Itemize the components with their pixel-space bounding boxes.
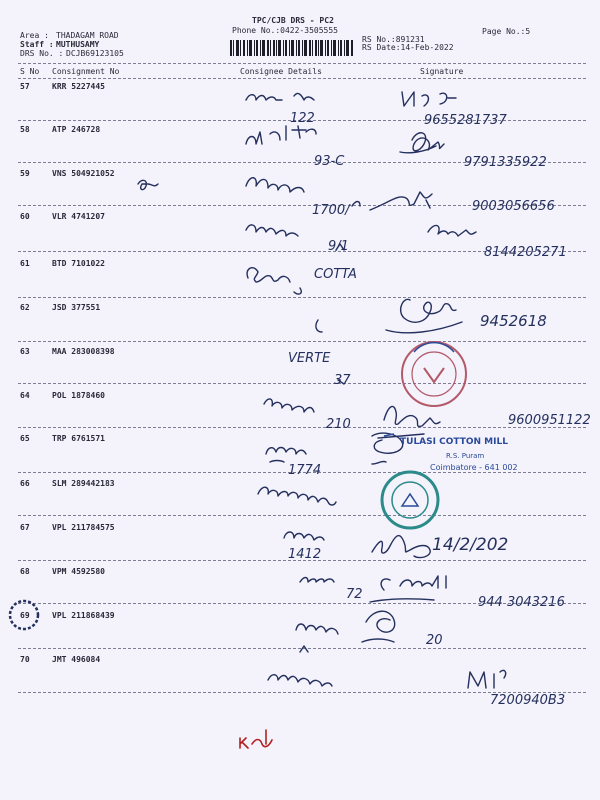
signature-loop (386, 299, 462, 333)
handwritten-code-65: 1774 (288, 463, 322, 478)
courier-seal-stamp (402, 342, 466, 406)
consignee-scribble (247, 268, 301, 294)
row-consignment: VPL 211868439 (52, 611, 115, 620)
row-sno: 59 (20, 169, 30, 178)
row-sno: 65 (20, 434, 30, 443)
handwritten-code-60: 9/1 (328, 239, 349, 254)
consignee-scribble (284, 532, 324, 540)
signature-scribble (428, 225, 476, 236)
row-consignment: VLR 4741207 (52, 212, 105, 221)
handwritten-code-64: 210 (326, 417, 351, 432)
tulasi-cotton-mill-stamp (384, 434, 518, 472)
row-consignment: POL 1878460 (52, 391, 105, 400)
row-consignment: MAA 283008398 (52, 347, 115, 356)
handwritten-code-63: 37 (334, 373, 351, 388)
row-sno: 67 (20, 523, 30, 532)
row-sno: 61 (20, 259, 30, 268)
handwritten-number-62: 9452618 (480, 312, 547, 330)
row-sno: 62 (20, 303, 30, 312)
tulasi-stamp-line2: R.S. Puram (446, 452, 485, 460)
signature-scribble (402, 92, 456, 106)
staff-value: MUTHUSAMY (56, 40, 100, 49)
row-sno: 66 (20, 479, 30, 488)
signature-scribble (372, 536, 430, 558)
tulasi-stamp-name: TULASI COTTON MILL (400, 437, 508, 447)
row-consignment: KRR 5227445 (52, 82, 105, 91)
handwritten-phone-64: 9600951122 (508, 413, 591, 428)
row-sno: 60 (20, 212, 30, 221)
consignee-scribble (246, 178, 304, 192)
consignee-mark (352, 202, 360, 207)
consignee-scribble (258, 487, 336, 505)
row-consignment: TRP 6761571 (52, 434, 105, 443)
consignee-scribble (246, 126, 316, 144)
row-consignment: ATP 246728 (52, 125, 101, 134)
rs-date: RS Date:14-Feb-2022 (362, 43, 454, 52)
row-consignment: VPM 4592580 (52, 567, 105, 576)
consignee-scribble (296, 624, 338, 634)
row-consignment: SLM 289442183 (52, 479, 115, 488)
handwritten-phone-70: 7200940B3 (490, 693, 566, 708)
signature-scribble (362, 611, 395, 642)
row-consignment: VNS 504921052 (52, 169, 115, 178)
signature-scribble (381, 576, 446, 590)
consignee-scribble (266, 448, 306, 463)
signature-scribble (370, 192, 432, 210)
tulasi-stamp-line3: Coimbatore - 641 002 (430, 463, 518, 472)
row-consignment: VPL 211784575 (52, 523, 115, 532)
row-sno: 57 (20, 82, 30, 91)
consignee-mark (316, 320, 322, 332)
handwritten-code-67: 1412 (288, 547, 322, 562)
consignee-scribble (246, 93, 314, 100)
handwritten-code-69: 20 (426, 633, 443, 648)
area-value: THADAGAM ROAD (56, 31, 119, 40)
consignee-scribble (300, 578, 334, 583)
row-69-circle-mark (10, 601, 38, 629)
row-sno: 68 (20, 567, 30, 576)
handwritten-date-67: 14/2/202 (432, 535, 509, 555)
row-sno: 58 (20, 125, 30, 134)
column-sno: S No (20, 67, 40, 76)
row-sno: 64 (20, 391, 30, 400)
row-sno: 63 (20, 347, 30, 356)
signature-underline (370, 599, 434, 602)
handwritten-phone-68: 944 3043216 (478, 595, 565, 610)
column-signature: Signature (420, 67, 464, 76)
handwritten-code-68: 72 (346, 587, 363, 602)
consignee-scribble (264, 399, 314, 412)
consignee-scribble (268, 675, 332, 686)
page-number: Page No.:5 (482, 27, 531, 36)
row-sno: 69 (20, 611, 30, 620)
circular-rubber-stamp (382, 472, 438, 528)
row-consignment: JMT 496084 (52, 655, 101, 664)
row-consignment: BTD 7101022 (52, 259, 105, 268)
handwritten-code-59: 1700/ (312, 203, 350, 218)
handwritten-name-61: COTTA (314, 267, 357, 282)
consignee-mark (300, 646, 308, 652)
staff-label: Staff : (20, 40, 54, 49)
consignee-scribble (246, 225, 298, 236)
handwritten-phone-58: 9791335922 (464, 155, 547, 170)
row-consignment: JSD 377551 (52, 303, 101, 312)
document-title: TPC/CJB DRS - PC2 (252, 16, 334, 25)
handwritten-code-57: 122 (290, 111, 315, 126)
column-consignment: Consignment No (52, 67, 120, 76)
handwritten-phone-60: 8144205271 (484, 245, 567, 260)
area-label: Area : (20, 31, 49, 40)
drs-label: DRS No. : (20, 49, 64, 58)
signature-scribble (400, 133, 444, 153)
row-sno: 70 (20, 655, 30, 664)
handwritten-phone-57: 9655281737 (424, 113, 507, 128)
handwritten-code-58: 93-C (314, 154, 345, 169)
consignee-mark (138, 180, 158, 189)
handwritten-name-63: VERTE (288, 351, 331, 366)
drs-value: DCJB69123105 (66, 49, 124, 58)
signature-scribble (468, 670, 506, 688)
phone-number: Phone No.:0422-3505555 (232, 26, 338, 35)
rs-number: RS No.:891231 (362, 35, 425, 44)
red-initials (240, 730, 272, 748)
column-consignee: Consignee Details (240, 67, 322, 76)
handwritten-phone-59: 9003056656 (472, 199, 555, 214)
